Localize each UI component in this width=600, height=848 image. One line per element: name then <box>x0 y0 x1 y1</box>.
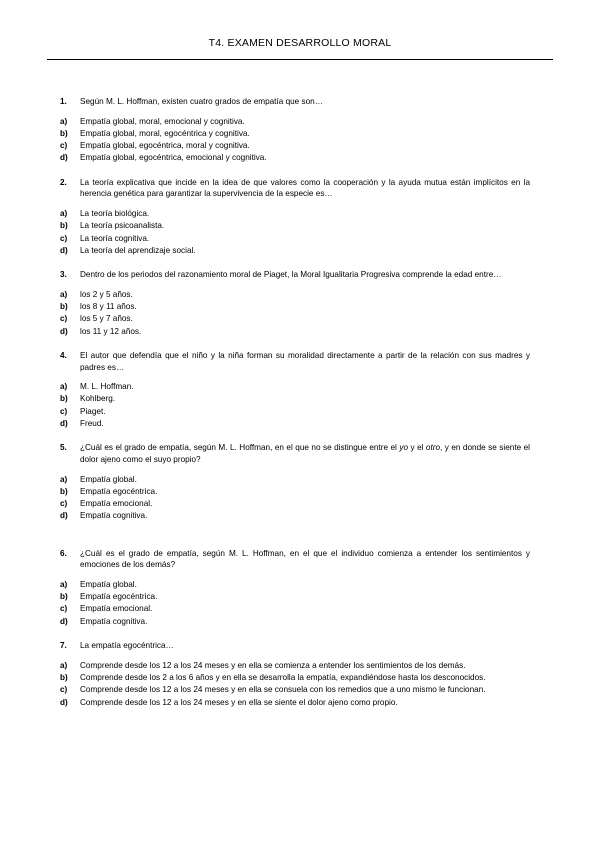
page-title: T4. EXAMEN DESARROLLO MORAL <box>208 37 392 49</box>
option-text: Empatía cognitiva. <box>80 616 148 626</box>
option-label: a) <box>60 289 68 299</box>
question-text: Dentro de los periodos del razonamiento moral de Piaget, la Moral Igualitaria Progresiva comprende la edad entre… <box>80 270 502 280</box>
option-text: Empatía cognitiva. <box>80 511 148 521</box>
option-text: La teoría biológica. <box>80 208 150 218</box>
option-d <box>60 616 530 628</box>
option-label: c) <box>60 499 68 509</box>
option-label: c) <box>60 604 68 614</box>
option-text: los 2 y 5 años. <box>80 289 133 299</box>
option-label: c) <box>60 685 68 695</box>
question-text: ¿Cuál es el grado de empatía, según M. L. Hoffman, en el que el individuo comienza a entender los sentimientos y emociones de los demás? <box>80 548 530 570</box>
question-text-emphasis: otro <box>425 443 441 453</box>
option-label: c) <box>60 314 68 324</box>
question-text: La empatía egocéntrica… <box>80 641 174 651</box>
question-number: 2. <box>60 177 67 187</box>
option-d <box>60 510 530 522</box>
option-text: Comprende desde los 12 a los 24 meses y en ella se comienza a entender los sentimientos de los demás. <box>80 660 466 670</box>
question-text <box>80 442 530 465</box>
option-text: La teoría psicoanalista. <box>80 221 165 231</box>
option-label: b) <box>60 486 68 496</box>
option-a <box>60 289 530 301</box>
option-label: d) <box>60 616 68 626</box>
option-text: Kohlberg. <box>80 394 116 404</box>
question-text-part: , y en donde se siente el dolor ajeno como el suyo propio? <box>80 443 531 464</box>
option-label: a) <box>60 116 68 126</box>
option-a <box>60 474 530 486</box>
option-d <box>60 152 530 164</box>
question-text-part: y el <box>408 443 426 453</box>
option-text: M. L. Hoffman. <box>80 382 134 392</box>
option-c <box>60 313 530 325</box>
option-label: a) <box>60 579 68 589</box>
option-label: c) <box>60 233 68 243</box>
option-b <box>60 591 530 603</box>
option-a <box>60 208 530 220</box>
option-d <box>60 697 530 709</box>
option-text: La teoría del aprendizaje social. <box>80 245 196 255</box>
option-a <box>60 660 530 672</box>
option-label: c) <box>60 141 68 151</box>
option-label: a) <box>60 382 68 392</box>
option-text: Empatía global, moral, egocéntrica y cognitiva. <box>80 128 250 138</box>
header-divider <box>47 59 553 60</box>
option-list <box>60 289 530 338</box>
option-label: d) <box>60 326 68 336</box>
question-text: El autor que defendía que el niño y la niña forman su moralidad directamente a partir de la relación con sus madres y padres es… <box>80 350 530 372</box>
option-c <box>60 498 530 510</box>
question-list <box>60 96 530 709</box>
option-label: d) <box>60 511 68 521</box>
question-number: 3. <box>60 270 67 280</box>
option-label: b) <box>60 221 68 231</box>
question-7 <box>60 640 530 709</box>
option-label: a) <box>60 660 68 670</box>
option-b <box>60 128 530 140</box>
question-number: 7. <box>60 641 67 651</box>
option-a <box>60 579 530 591</box>
option-text: La teoría cognitiva. <box>80 233 150 243</box>
option-list <box>60 208 530 257</box>
option-text: Empatía global, egocéntrica, moral y cognitiva. <box>80 141 250 151</box>
option-text: Empatía emocional. <box>80 604 153 614</box>
option-c <box>60 140 530 152</box>
option-list <box>60 579 530 628</box>
option-label: d) <box>60 153 68 163</box>
option-label: d) <box>60 245 68 255</box>
question-6 <box>60 548 530 628</box>
option-b <box>60 486 530 498</box>
option-text: Comprende desde los 2 a los 6 años y en ella se desarrolla la empatía, expandiéndose hasta los desconocidos. <box>80 672 486 682</box>
question-number: 4. <box>60 350 67 360</box>
question-text-emphasis: yo <box>399 443 409 453</box>
question-number: 6. <box>60 548 67 558</box>
option-c <box>60 684 530 696</box>
option-a <box>60 116 530 128</box>
option-text: los 5 y 7 años. <box>80 314 133 324</box>
option-label: b) <box>60 592 68 602</box>
option-d <box>60 245 530 257</box>
option-text: Empatía egocéntrica. <box>80 486 158 496</box>
option-text: Empatía emocional. <box>80 499 153 509</box>
option-label: d) <box>60 697 68 707</box>
question-text: La teoría explicativa que incide en la idea de que valores como la cooperación y la ayuda mutua están implícitos en la herencia genética para garantizar la supervivencia de la especie es… <box>80 177 530 199</box>
option-a <box>60 381 530 393</box>
option-b <box>60 301 530 313</box>
option-text: Comprende desde los 12 a los 24 meses y en ella se siente el dolor ajeno como propio. <box>80 697 398 707</box>
option-label: c) <box>60 406 68 416</box>
question-1 <box>60 96 530 165</box>
option-d <box>60 418 530 430</box>
option-list <box>60 660 530 709</box>
question-2 <box>60 177 530 257</box>
option-list <box>60 116 530 165</box>
option-c <box>60 603 530 615</box>
option-label: b) <box>60 672 68 682</box>
option-label: d) <box>60 419 68 429</box>
option-list <box>60 381 530 430</box>
option-list <box>60 474 530 523</box>
option-label: b) <box>60 394 68 404</box>
question-number: 5. <box>60 443 67 453</box>
option-text: Empatía global, egocéntrica, emocional y cognitiva. <box>80 153 267 163</box>
option-b <box>60 220 530 232</box>
option-c <box>60 233 530 245</box>
option-text: Comprende desde los 12 a los 24 meses y en ella se consuela con los remedios que a uno mismo le funcionan. <box>80 685 486 695</box>
option-text: los 8 y 11 años. <box>80 302 137 312</box>
option-text: Piaget. <box>80 406 106 416</box>
question-3 <box>60 269 530 338</box>
question-5 <box>60 442 530 522</box>
option-text: Empatía global. <box>80 474 137 484</box>
question-text: Según M. L. Hoffman, existen cuatro grados de empatía que son… <box>80 97 323 106</box>
option-label: a) <box>60 208 68 218</box>
option-text: Freud. <box>80 419 104 429</box>
option-text: Empatía global. <box>80 579 137 589</box>
option-b <box>60 393 530 405</box>
option-text: Empatía global, moral, emocional y cognitiva. <box>80 116 245 126</box>
option-label: b) <box>60 128 68 138</box>
question-number: 1. <box>60 97 67 106</box>
option-label: b) <box>60 302 68 312</box>
option-d <box>60 326 530 338</box>
option-c <box>60 406 530 418</box>
question-4 <box>60 350 530 430</box>
option-text: Empatía egocéntrica. <box>80 592 158 602</box>
option-b <box>60 672 530 684</box>
option-label: a) <box>60 474 68 484</box>
question-text-part: ¿Cuál es el grado de empatía, según M. L. Hoffman, en el que no se distingue entre el <box>80 443 400 453</box>
option-text: los 11 y 12 años. <box>80 326 142 336</box>
